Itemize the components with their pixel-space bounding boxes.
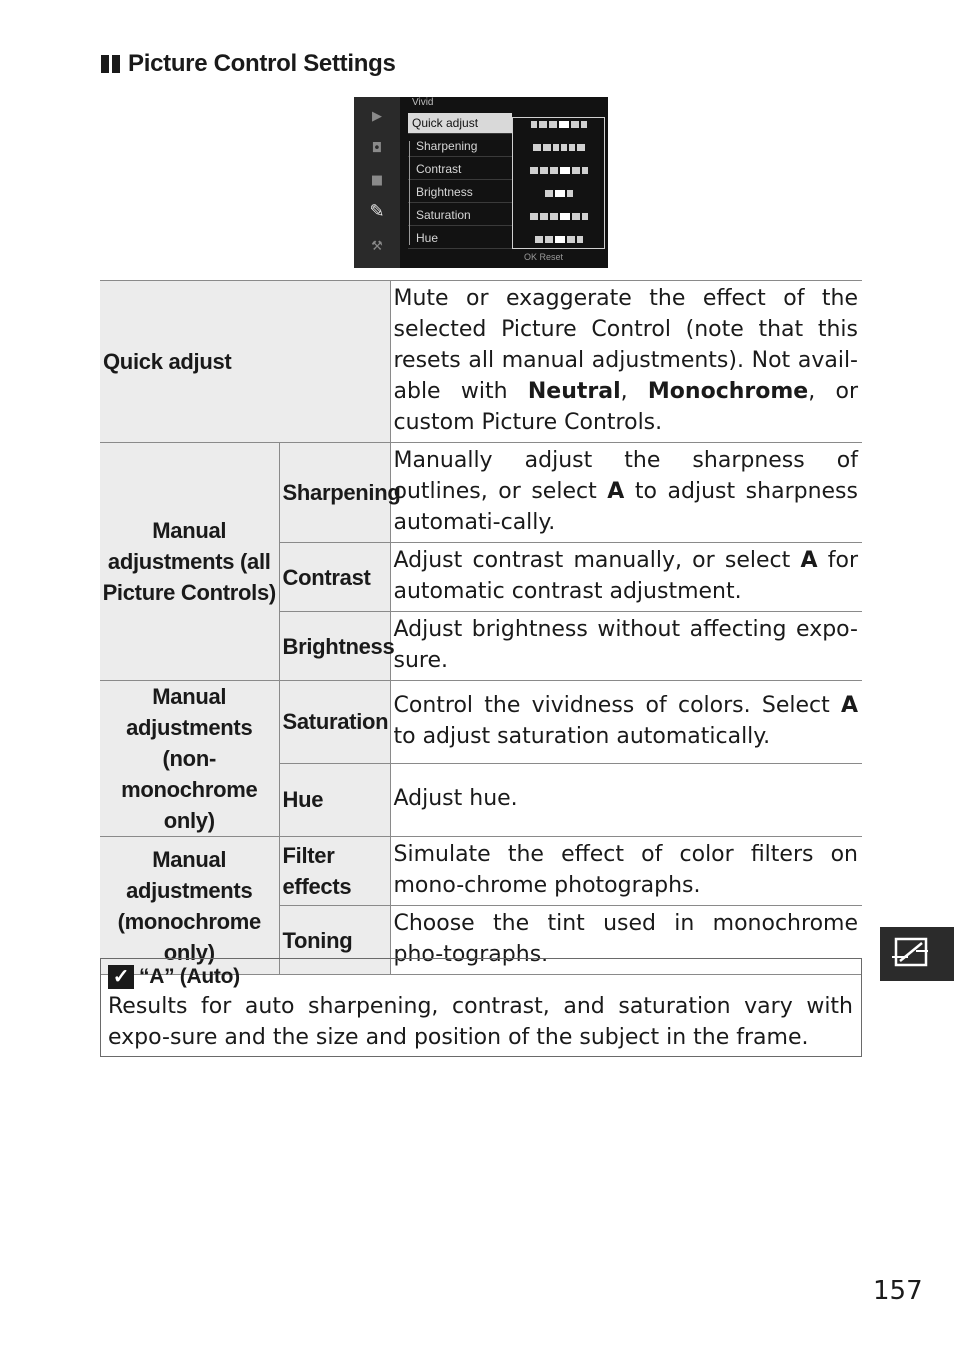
menu-row-sharpening: Sharpening <box>408 136 512 157</box>
option-label: Filter effects <box>279 837 390 906</box>
value-slider <box>516 206 602 226</box>
option-description: Mute or exaggerate the effect of the selected Picture Control (note that this resets all manual adjustments). Not avail-able with Neutral, Monochrome, or custom Picture Controls. <box>390 281 862 443</box>
camera-icon: ◘ <box>371 141 383 156</box>
table-row <box>100 443 862 543</box>
movie-icon: ■ <box>370 173 384 188</box>
option-description: Manually adjust the sharpness of outlines, or select A to adjust sharpness automati-cally. <box>390 443 862 543</box>
option-label: Saturation <box>279 681 390 764</box>
note-title-row <box>108 963 853 991</box>
value-slider <box>516 160 602 180</box>
option-label: Sharpening <box>279 443 390 543</box>
group-label: Manual adjustments (all Picture Controls) <box>100 443 279 681</box>
note-body: Results for auto sharpening, contrast, and saturation vary with expo-sure and the size and position of the subject in the frame. <box>108 994 853 1050</box>
option-label: Contrast <box>279 543 390 612</box>
menu-row-contrast: Contrast <box>408 159 512 180</box>
value-slider <box>516 114 602 134</box>
option-description: Control the vividness of colors. Select A to adjust saturation automatically. <box>390 681 862 764</box>
option-label: Hue <box>279 763 390 836</box>
camera-menu-screenshot <box>354 97 608 268</box>
option-label: Brightness <box>279 612 390 681</box>
picture-control-icon <box>880 927 954 981</box>
option-description: Choose the tint used in monochrome pho-tographs. <box>390 906 862 975</box>
submenu-tree-line <box>409 141 410 245</box>
option-description: Adjust contrast manually, or select A for automatic contrast adjustment. <box>390 543 862 612</box>
group-label: Manual adjustments (non-monochrome only) <box>100 681 279 837</box>
table-row <box>100 681 862 764</box>
table-row <box>100 281 862 443</box>
wrench-icon: ⚒ <box>371 239 383 254</box>
section-heading <box>101 50 396 78</box>
note-box <box>100 958 862 1057</box>
settings-table <box>100 280 862 975</box>
playback-icon: ▶ <box>372 109 382 124</box>
menu-row-quick-adjust: Quick adjust <box>408 113 512 134</box>
menu-row-brightness: Brightness <box>408 182 512 203</box>
option-description: Simulate the effect of color filters on mono-chrome photographs. <box>390 837 862 906</box>
heading-text: Picture Control Settings <box>128 50 396 77</box>
table-row <box>100 837 862 906</box>
option-label: Toning <box>279 906 390 975</box>
option-description: Adjust hue. <box>390 763 862 836</box>
note-title: “A” (Auto) <box>139 965 240 988</box>
menu-tab-column <box>354 97 400 268</box>
group-label: Manual adjustments (monochrome only) <box>100 837 279 975</box>
check-icon: ✓ <box>108 965 134 989</box>
menu-row-saturation: Saturation <box>408 205 512 226</box>
value-slider <box>516 183 602 203</box>
option-description: Adjust brightness without affecting expo-sure. <box>390 612 862 681</box>
screen-footer: OK Reset <box>524 252 564 262</box>
picture-control-icon: ✎ <box>369 201 385 222</box>
section-marker-icon <box>101 55 120 73</box>
page-number: 157 <box>873 1276 923 1306</box>
option-label: Quick adjust <box>100 281 390 443</box>
value-slider <box>516 137 602 157</box>
screen-title: Vivid <box>412 97 434 108</box>
value-slider <box>516 229 602 249</box>
menu-row-hue: Hue <box>408 228 512 249</box>
